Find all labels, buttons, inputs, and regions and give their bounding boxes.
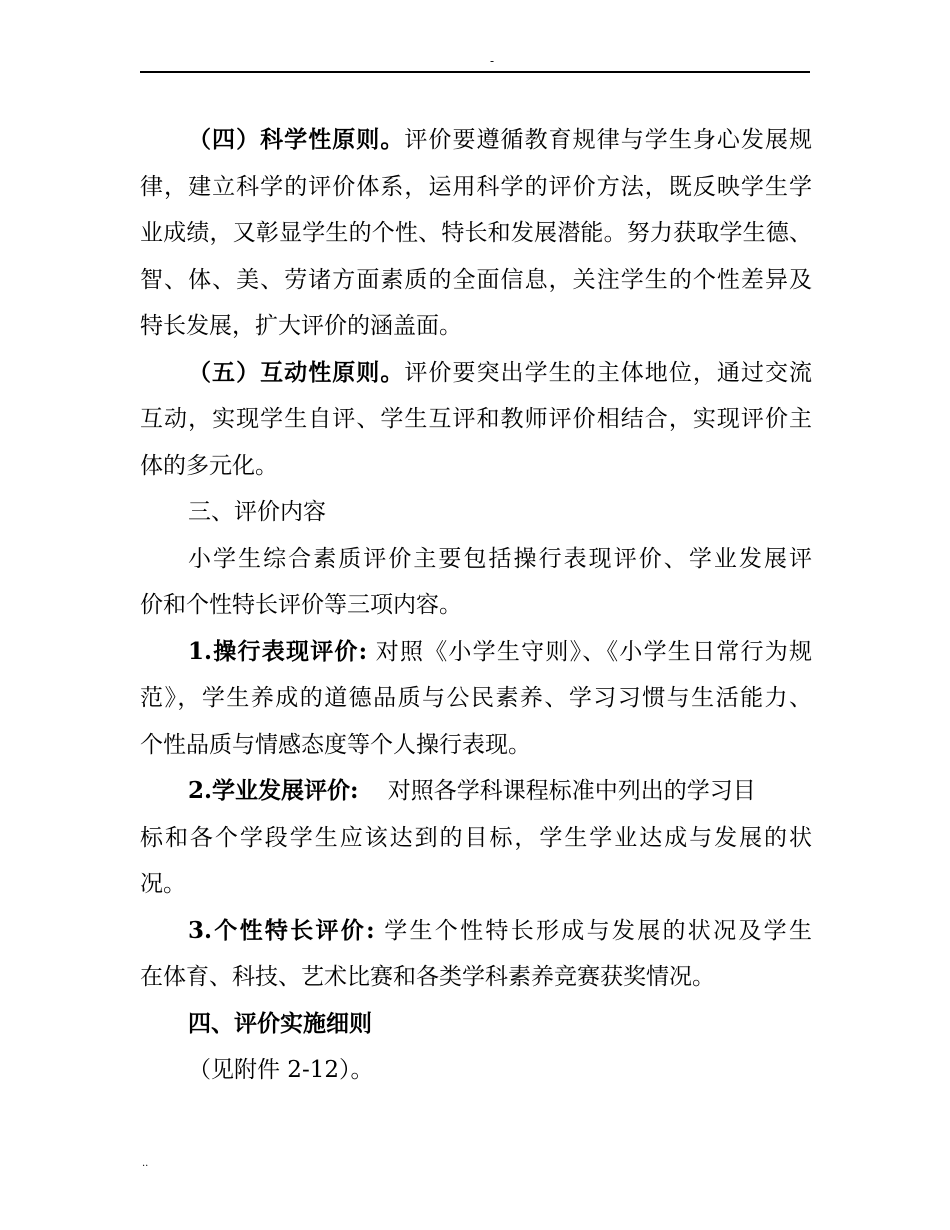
header-rule	[140, 71, 810, 73]
principle-label: （五）互动性原则。	[188, 358, 405, 386]
paragraph-line: 价和个性特长评价等三项内容。	[140, 592, 462, 618]
paragraph-line: 1.操行表现评价: 对照《小学生守则》、《小学生日常行为规	[188, 637, 812, 665]
section-heading-implementation-rules: 四、评价实施细则	[188, 1009, 372, 1037]
item-label: 2.学业发展评价:	[188, 777, 359, 804]
paragraph-line: 体的多元化。	[140, 452, 278, 479]
paragraph-line: 2.学业发展评价: 对照各学科课程标准中列出的学习目	[188, 777, 756, 804]
paragraph-line: 小学生综合素质评价主要包括操行表现评价、学业发展评	[188, 545, 812, 572]
paragraph-talent-evaluation	[140, 908, 812, 1001]
paragraph-scientific-principle	[140, 117, 812, 350]
item-label: 1.操行表现评价:	[188, 637, 368, 665]
paragraph-line: 3.个性特长评价: 学生个性特长形成与发展的状况及学生	[188, 916, 812, 944]
section-heading-evaluation-content: 三、评价内容	[188, 499, 326, 525]
paragraph-line: 互动，实现学生自评、学生互评和教师评价相结合，实现评价主	[140, 406, 812, 432]
paragraph-line: 个性品质与情感态度等个人操行表现。	[140, 731, 531, 758]
paragraph-conduct-evaluation	[140, 629, 812, 769]
paragraph-interactive-principle	[140, 350, 812, 490]
paragraph-content-intro	[140, 536, 812, 629]
paragraph-line: （四）科学性原则。评价要遵循教育规律与学生身心发展规	[188, 126, 812, 153]
document-body	[140, 117, 812, 1094]
paragraph-line: 业成绩，又彰显学生的个性、特长和发展潜能。努力获取学生德、	[140, 220, 812, 246]
paragraph-line: 特长发展，扩大评价的涵盖面。	[140, 313, 462, 339]
paragraph-line: （五）互动性原则。评价要突出学生的主体地位，通过交流	[188, 358, 812, 386]
paragraph-line: 智、体、美、劳诸方面素质的全面信息，关注学生的个性差异及	[140, 266, 812, 293]
appendix-note: （见附件 2-12）。	[188, 1057, 374, 1083]
principle-label: （四）科学性原则。	[188, 126, 405, 153]
paragraph-line: 标和各个学段学生应该达到的目标，学生学业达成与发展的状	[140, 824, 812, 851]
paragraph-academic-evaluation	[140, 768, 812, 908]
footer-mark: ..	[142, 1158, 149, 1169]
item-label: 3.个性特长评价:	[188, 916, 375, 944]
header-mark: -	[490, 54, 495, 68]
paragraph-line: 范》，学生养成的道德品质与公民素养、学习习惯与生活能力、	[140, 685, 812, 711]
paragraph-line: 律，建立科学的评价体系，运用科学的评价方法，既反映学生学	[140, 173, 812, 200]
paragraph-line: 况。	[140, 871, 186, 897]
paragraph-line: 在体育、科技、艺术比赛和各类学科素养竞赛获奖情况。	[140, 964, 715, 990]
